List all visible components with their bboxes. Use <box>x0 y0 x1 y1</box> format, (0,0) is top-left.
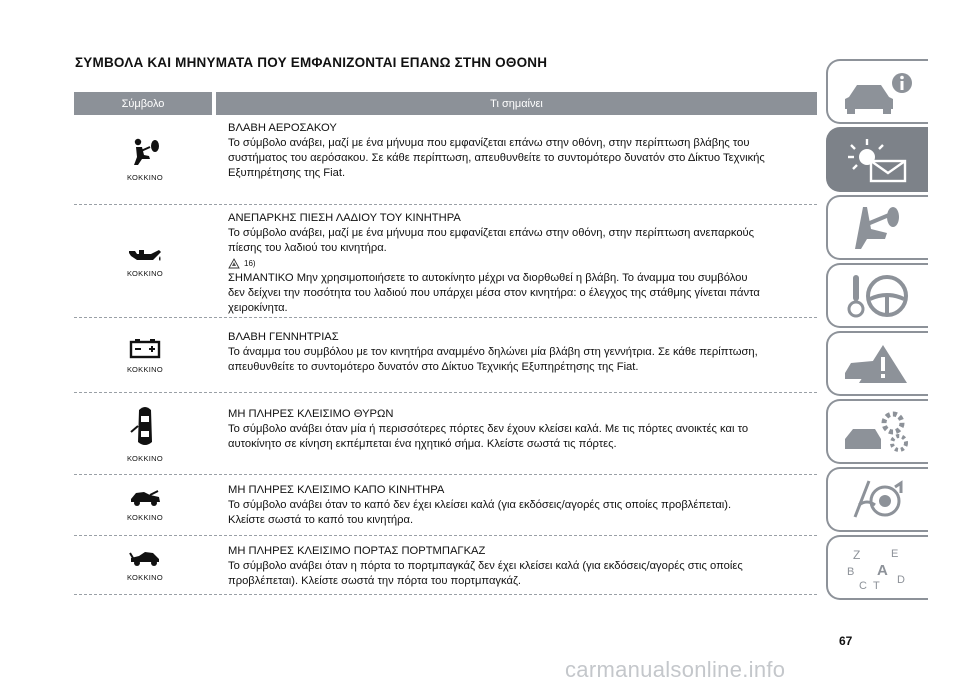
battery-icon <box>129 337 161 359</box>
symbol-cell <box>74 536 216 594</box>
header-meaning: Τι σημαίνει <box>216 92 817 115</box>
row-title: ΜΗ ΠΛΗΡΕΣ ΚΛΕΙΣΙΜΟ ΘΥΡΩΝ <box>228 408 394 420</box>
chapter-tabs <box>826 59 931 603</box>
row-text: Το σύμβολο ανάβει, μαζί με ένα μήνυμα που εμφανίζεται επάνω στην οθόνη, στην περίπτωση ανεπαρκούς <box>228 227 755 239</box>
index-letter: D <box>897 573 905 586</box>
tab-multimedia[interactable] <box>826 467 928 532</box>
page-number: 67 <box>839 634 853 648</box>
row-text: Το σύμβολο ανάβει όταν μία ή περισσότερες πόρτες δεν έχουν κλείσει καλά. Με τις πόρτες ανοικτές και το <box>228 423 749 435</box>
symbol-cell <box>74 205 216 317</box>
car-maintenance-icon <box>839 407 917 457</box>
row-text: προβλέπεται). Κλείστε σωστά την πόρτα του πορτμπαγκάζ. <box>228 575 521 587</box>
tab-emergency[interactable] <box>826 331 928 396</box>
watermark: carmanualsonline.info <box>565 657 786 682</box>
tab-car-info[interactable] <box>826 59 928 124</box>
row-text: Το άναμμα του συμβόλου με τον κινητήρα αναμμένο δηλώνει μία βλάβη στη γεννήτρια. Σε κάθε περίπτωση, <box>228 346 758 358</box>
row-text: πίεσης του λαδιού του κινητήρα. <box>228 242 387 254</box>
car-info-icon <box>839 67 917 117</box>
warning-light-message-icon <box>839 135 917 185</box>
row-text: συστήματος του αερόσακου. Σε κάθε περίπτωση, απευθυνθείτε το συντομότερο δυνατόν στο Δίκτυο Τεχνικής <box>228 152 765 164</box>
car-multimedia-icon <box>839 475 917 525</box>
row-text: αυτοκίνητο σε κίνηση εκπέμπεται ένα ηχητικό σήμα. Κλείστε σωστά τις πόρτες. <box>228 438 617 450</box>
color-label: ΚΟΚΚΙΝΟ <box>126 268 164 278</box>
index-letter: T <box>873 579 880 592</box>
tab-maintenance[interactable] <box>826 399 928 464</box>
index-letter: Z <box>853 547 861 562</box>
row-text: απευθυνθείτε το συντομότερο δυνατόν στο Δίκτυο Τεχνικής Εξυπηρέτησης της Fiat. <box>228 361 639 373</box>
oil-pressure-icon <box>127 245 163 263</box>
header-symbol: Σύμβολο <box>74 92 212 115</box>
color-label: ΚΟΚΚΙΝΟ <box>126 572 164 582</box>
index-letter: B <box>847 565 855 578</box>
warning-hand-icon <box>228 258 240 269</box>
meaning-cell <box>216 205 817 317</box>
meaning-cell <box>216 475 817 535</box>
roadside-warning-icon <box>839 339 917 389</box>
row-text: Κλείστε σωστά το καπό του κινητήρα. <box>228 514 414 526</box>
row-title: ΜΗ ΠΛΗΡΕΣ ΚΛΕΙΣΙΜΟ ΚΑΠΟ ΚΙΝΗΤΗΡΑ <box>228 484 445 496</box>
table-row <box>74 115 817 205</box>
row-text: Εξυπηρέτησης της Fiat. <box>228 167 346 179</box>
table-row <box>74 475 817 536</box>
tab-warning-lights[interactable] <box>826 127 928 192</box>
meaning-cell <box>216 393 817 474</box>
row-title: ΒΛΑΒΗ ΓΕΝΝΗΤΡΙΑΣ <box>228 331 339 343</box>
note-number: 16) <box>244 259 256 268</box>
tab-safety[interactable] <box>826 195 928 260</box>
row-text: δεν δείχνει την ποσότητα του λαδιού που υπάρχει μέσα στον κινητήρα: ο έλεγχος της στάθμης γίνεται πάντα <box>228 287 760 299</box>
tab-index[interactable] <box>826 535 928 600</box>
meaning-cell <box>216 318 817 392</box>
row-title: ΜΗ ΠΛΗΡΕΣ ΚΛΕΙΣΙΜΟ ΠΟΡΤΑΣ ΠΟΡΤΜΠΑΓΚΑΖ <box>228 545 486 557</box>
row-text: ΣΗΜΑΝΤΙΚΟ Μην χρησιμοποιήσετε το αυτοκίνητο μέχρι να διορθωθεί η βλάβη. Το άναμμα του συμβόλου <box>228 272 748 284</box>
row-text: χειροκίνητα. <box>228 302 288 314</box>
color-label: ΚΟΚΚΙΝΟ <box>126 512 164 522</box>
symbols-table <box>74 92 817 595</box>
index-letters-icon <box>839 543 917 593</box>
color-label: ΚΟΚΚΙΝΟ <box>126 454 164 463</box>
row-text: Το σύμβολο ανάβει όταν το καπό δεν έχει κλείσει καλά (για εκδόσεις/αγορές στις οποίες προβλέπεται). <box>228 499 732 511</box>
table-row <box>74 536 817 595</box>
page-title: ΣΥΜΒΟΛΑ ΚΑΙ ΜΗΝΥΜΑΤΑ ΠΟΥ ΕΜΦΑΝΙΖΟΝΤΑΙ ΕΠΑΝΩ ΣΤΗΝ ΟΘΟΝΗ <box>75 55 548 70</box>
table-header <box>74 92 817 115</box>
row-text: Το σύμβολο ανάβει όταν η πόρτα το πορτμπαγκάζ δεν έχει κλείσει καλά (για εκδόσεις/αγορές στις οποίες <box>228 560 743 572</box>
door-open-icon <box>129 404 161 448</box>
bonnet-open-icon <box>128 489 162 507</box>
seat-airbag-icon <box>839 203 917 253</box>
color-label: ΚΟΚΚΙΝΟ <box>126 173 164 182</box>
table-row <box>74 393 817 475</box>
symbol-cell <box>74 115 216 204</box>
index-letter: A <box>877 561 888 579</box>
color-label: ΚΟΚΚΙΝΟ <box>126 364 164 374</box>
meaning-cell <box>216 536 817 594</box>
index-letter: C <box>859 579 867 592</box>
table-row <box>74 205 817 318</box>
index-letter: E <box>891 547 899 560</box>
symbol-cell <box>74 318 216 392</box>
steering-key-icon <box>839 271 917 321</box>
airbag-warning-icon <box>128 137 162 167</box>
symbol-cell <box>74 475 216 535</box>
row-title: ΒΛΑΒΗ ΑΕΡΟΣΑΚΟΥ <box>228 122 337 134</box>
note-reference <box>228 256 813 271</box>
tailgate-open-icon <box>128 549 162 567</box>
symbol-cell <box>74 393 216 474</box>
tab-starting-driving[interactable] <box>826 263 928 328</box>
row-text: Το σύμβολο ανάβει, μαζί με ένα μήνυμα που εμφανίζεται επάνω στην οθόνη, στην περίπτωση βλάβης του <box>228 137 750 149</box>
row-title: ΑΝΕΠΑΡΚΗΣ ΠΙΕΣΗ ΛΑΔΙΟΥ ΤΟΥ ΚΙΝΗΤΗΡΑ <box>228 212 461 224</box>
meaning-cell <box>216 115 817 204</box>
table-row <box>74 318 817 393</box>
